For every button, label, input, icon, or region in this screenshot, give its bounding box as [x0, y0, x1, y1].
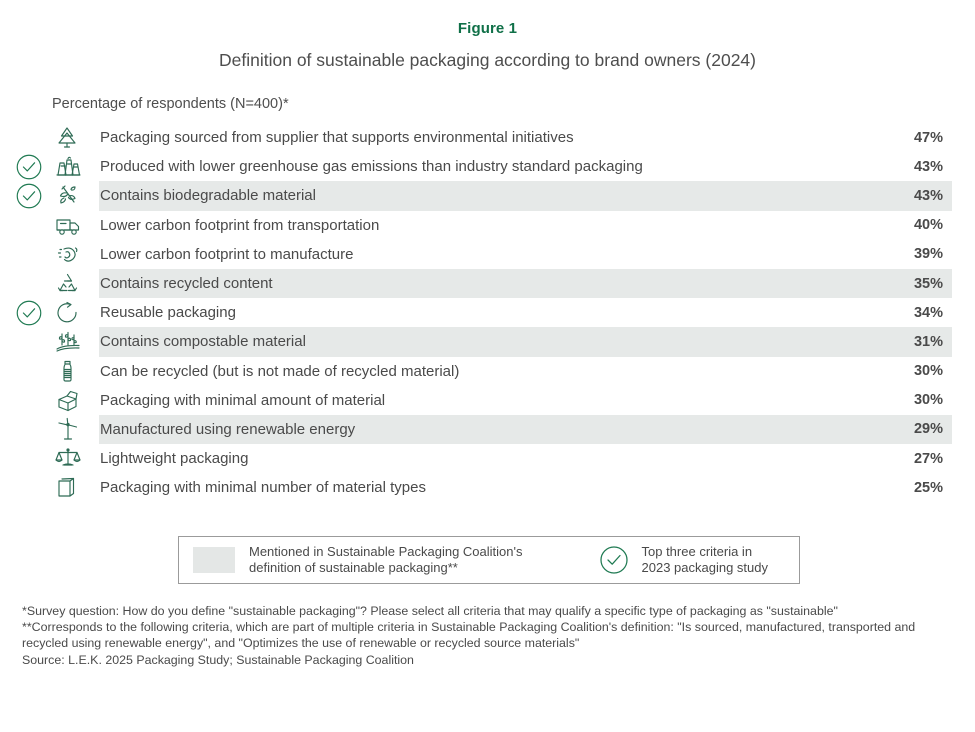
criteria-percentage: 34% — [913, 304, 943, 321]
criteria-label: Manufactured using renewable energy — [100, 420, 356, 438]
criteria-row — [0, 327, 975, 356]
criteria-label: Can be recycled (but is not made of recycled material) — [100, 362, 460, 380]
compost-field-icon — [44, 328, 91, 355]
legend-item-topthree — [523, 544, 768, 577]
footnote-source: Source: L.E.K. 2025 Packaging Study; Sustainable Packaging Coalition — [22, 652, 414, 667]
criteria-percentage: 29% — [913, 421, 943, 438]
factory-emissions-icon — [44, 153, 91, 180]
criteria-percentage: 40% — [913, 217, 943, 234]
criteria-label: Contains compostable material — [100, 333, 306, 351]
stacked-sheets-icon — [44, 474, 91, 501]
legend-swatch — [193, 547, 235, 573]
footnotes — [22, 603, 917, 668]
footnote-spc-definition: **Corresponds to the following criteria, which are part of multiple criteria in Sustainable Packaging Coalition's definition: "Is sourced, manufactured, transported and recycled using renewable energy", and "Optimizes the use of renewable or recycled source materials" — [22, 620, 916, 651]
footnote-survey-question: *Survey question: How do you define "sustainable packaging"? Please select all criteria that may qualify a specific type of packaging as "sustainable" — [22, 604, 838, 618]
criteria-row — [0, 269, 975, 298]
top-three-check-icon — [0, 299, 44, 327]
wind-turbine-icon — [44, 416, 91, 443]
biodegradable-plant-icon — [44, 182, 91, 209]
legend-swatch-label: Mentioned in Sustainable Packaging Coalition's definition of sustainable packaging** — [249, 543, 523, 575]
criteria-row — [0, 415, 975, 444]
criteria-percentage: 47% — [913, 129, 943, 146]
criteria-percentage: 27% — [913, 450, 943, 467]
criteria-label: Lower carbon footprint to manufacture — [100, 245, 354, 263]
reuse-circle-icon — [44, 299, 91, 326]
criteria-row — [0, 298, 975, 327]
criteria-label: Packaging with minimal amount of material — [100, 391, 386, 409]
criteria-label: Contains biodegradable material — [100, 187, 316, 205]
criteria-row — [0, 444, 975, 473]
criteria-row — [0, 152, 975, 181]
plastic-bottle-icon — [44, 358, 91, 385]
criteria-percentage: 43% — [913, 187, 943, 204]
criteria-percentage: 31% — [913, 333, 943, 350]
criteria-row — [0, 473, 975, 502]
criteria-percentage: 39% — [913, 246, 943, 263]
page-title: Definition of sustainable packaging according to brand owners (2024) — [219, 50, 756, 70]
criteria-label: Lower carbon footprint from transportation — [100, 216, 380, 234]
chart-subhead: Percentage of respondents (N=400)* — [52, 96, 289, 112]
legend-box — [178, 536, 800, 584]
criteria-row — [0, 181, 975, 210]
criteria-label: Lightweight packaging — [100, 450, 249, 468]
criteria-row — [0, 123, 975, 152]
criteria-label: Reusable packaging — [100, 304, 236, 322]
tree-icon — [44, 124, 91, 151]
recycling-triangle-icon — [44, 270, 91, 297]
criteria-percentage: 30% — [913, 363, 943, 380]
criteria-percentage: 35% — [913, 275, 943, 292]
figure-container — [0, 20, 975, 667]
figure-label: Figure 1 — [457, 20, 518, 37]
criteria-percentage: 30% — [913, 392, 943, 409]
open-box-icon — [44, 387, 91, 414]
criteria-row — [0, 357, 975, 386]
top-three-check-icon — [0, 153, 44, 181]
criteria-row — [0, 240, 975, 269]
top-three-check-icon — [0, 182, 44, 210]
balance-scale-icon — [44, 445, 91, 472]
co2-cloud-icon — [44, 241, 91, 268]
criteria-label: Contains recycled content — [100, 275, 273, 293]
legend-check-label: Top three criteria in 2023 packaging study — [641, 543, 768, 575]
criteria-label: Produced with lower greenhouse gas emissions than industry standard packaging — [100, 158, 643, 176]
check-circle-icon — [599, 545, 629, 575]
delivery-truck-icon — [44, 212, 91, 239]
criteria-list — [0, 123, 975, 502]
criteria-percentage: 25% — [913, 479, 943, 496]
criteria-label: Packaging with minimal number of material types — [100, 479, 426, 497]
criteria-row — [0, 211, 975, 240]
criteria-row — [0, 386, 975, 415]
criteria-percentage: 43% — [913, 158, 943, 175]
legend-item-highlight — [179, 544, 523, 577]
criteria-label: Packaging sourced from supplier that supports environmental initiatives — [100, 129, 574, 147]
